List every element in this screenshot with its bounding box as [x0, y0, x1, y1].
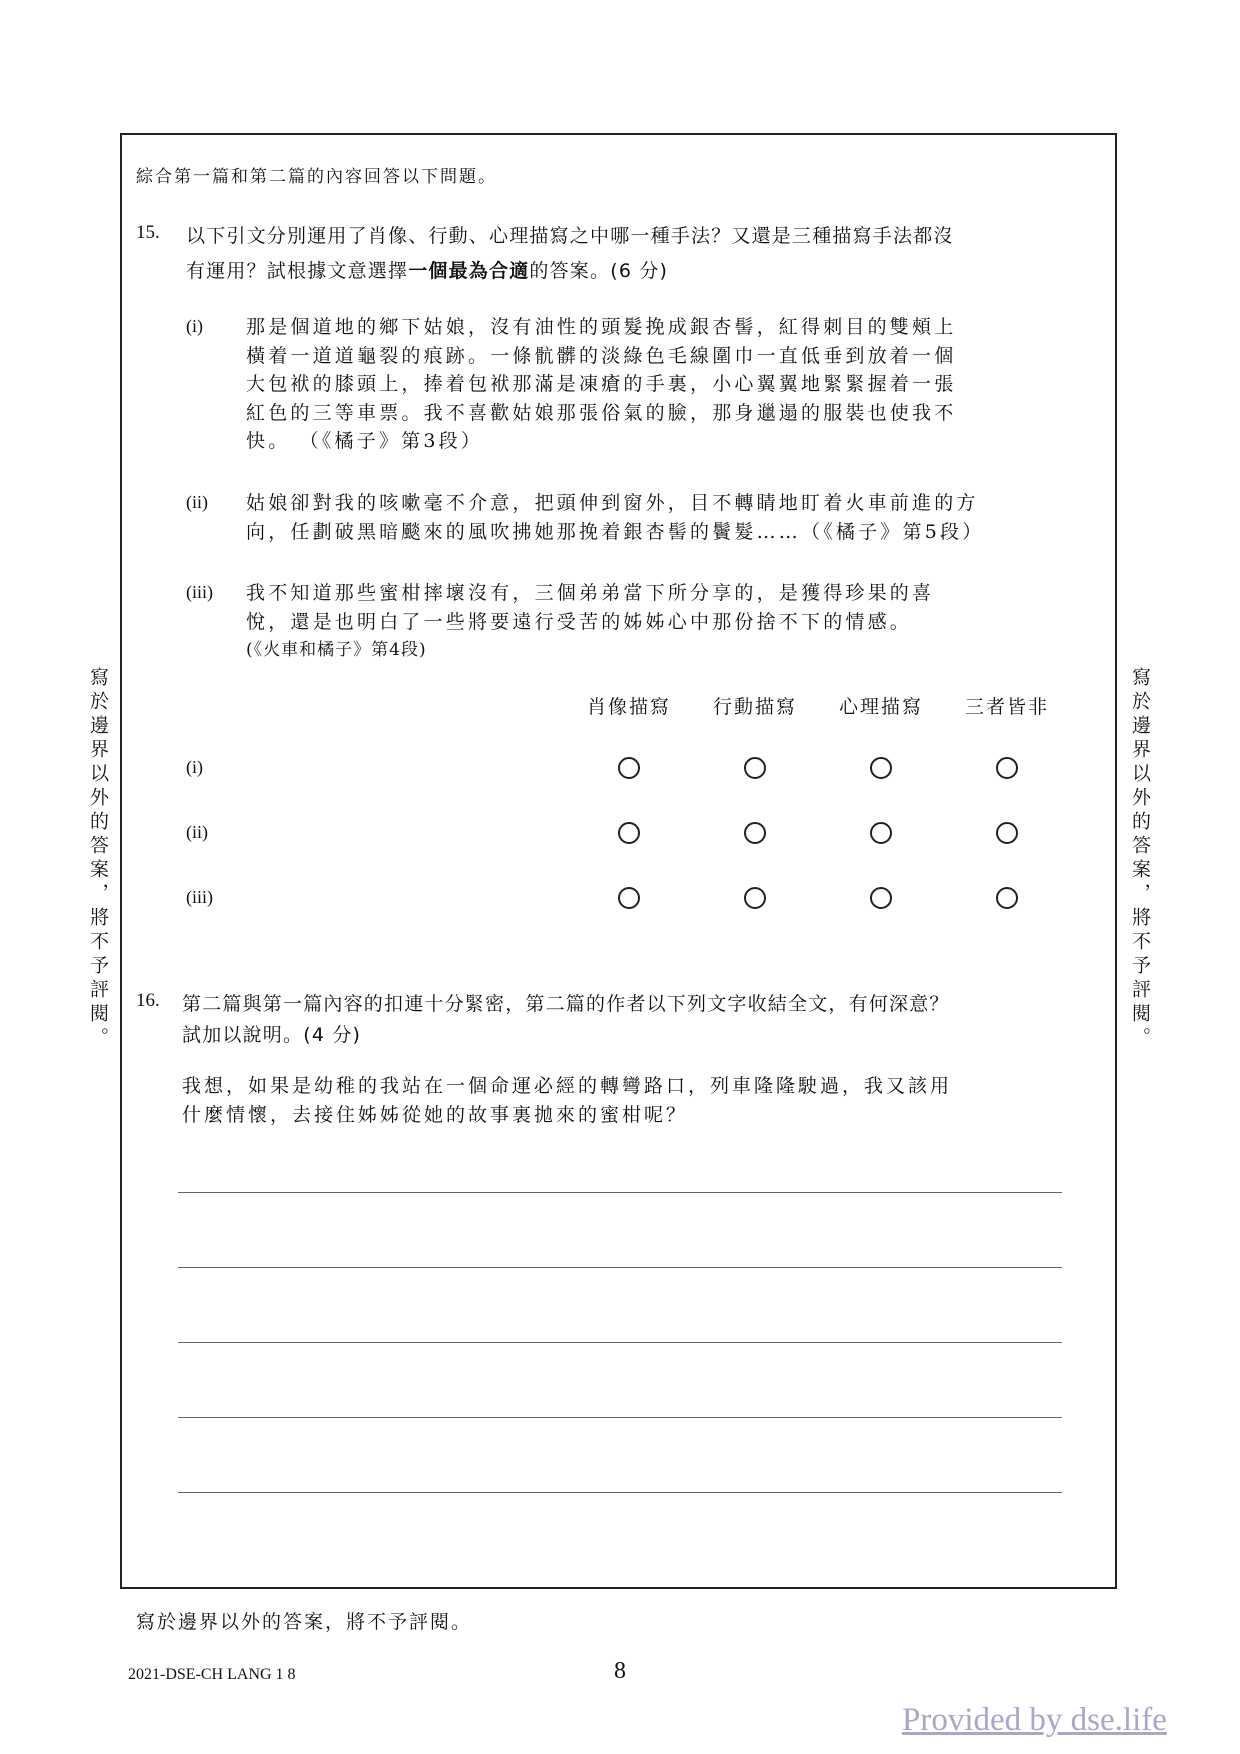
q15-line2-before: 有運用？試根據文意選擇 [186, 260, 409, 282]
option-circle-iii-action[interactable] [744, 887, 766, 909]
column-none: 三者皆非 [964, 696, 1049, 718]
excerpt-ii-text [246, 489, 984, 546]
excerpt-line: 向，任劃破黑暗颷來的風吹拂她那挽着銀杏髻的鬢髮……（《橘子》第5段） [246, 520, 985, 543]
option-circle-iii-none[interactable] [996, 887, 1018, 909]
q15-line1: 以下引文分別運用了肖像、行動、心理描寫之中哪一種手法？又還是三種描寫手法都沒 [186, 225, 954, 247]
q16-quote [182, 1072, 952, 1129]
answer-line[interactable] [178, 1342, 1062, 1343]
option-circle-ii-action[interactable] [744, 822, 766, 844]
column-action: 行動描寫 [712, 696, 797, 718]
answer-line[interactable] [178, 1417, 1062, 1418]
option-circle-i-portrait[interactable] [618, 757, 640, 779]
q15-line2 [186, 256, 668, 283]
bottom-notice: 寫於邊界以外的答案，將不予評閱。 [136, 1611, 473, 1633]
q15-line2-after: 的答案。(6 分) [529, 260, 669, 282]
excerpt-line: 橫着一道道龜裂的痕跡。一條骯髒的淡綠色毛線圍巾一直低垂到放着一個 [246, 344, 957, 367]
q15-emphasis: 一個最為合適 [408, 260, 530, 282]
option-circle-i-action[interactable] [744, 757, 766, 779]
option-circle-i-psychology[interactable] [870, 757, 892, 779]
row-label-iii: (iii) [186, 887, 213, 907]
excerpt-iii-label: (iii) [186, 582, 213, 602]
q16-line2: 試加以說明。(4 分) [182, 1024, 362, 1046]
excerpt-line: 悅，還是也明白了一些將要遠行受苦的姊姊心中那份捨不下的情感。 [246, 610, 913, 633]
row-label-i: (i) [186, 757, 203, 777]
page-number: 8 [614, 1658, 626, 1684]
paper-code: 2021-DSE-CH LANG 1 8 [128, 1666, 296, 1683]
answer-line[interactable] [178, 1267, 1062, 1268]
column-portrait: 肖像描寫 [586, 696, 671, 718]
column-psychology: 心理描寫 [838, 696, 923, 718]
row-label-ii: (ii) [186, 822, 208, 842]
option-circle-iii-portrait[interactable] [618, 887, 640, 909]
quote-line: 我想，如果是幼稚的我站在一個命運必經的轉彎路口，列車隆隆駛過，我又該用 [182, 1075, 953, 1097]
q16-line1: 第二篇與第一篇內容的扣連十分緊密，第二篇的作者以下列文字收結全文，有何深意？ [182, 993, 950, 1015]
answer-line[interactable] [178, 1192, 1062, 1193]
provided-by: Provided by dse.life [902, 1702, 1167, 1738]
excerpt-ii-label: (ii) [186, 492, 208, 512]
option-circle-ii-none[interactable] [996, 822, 1018, 844]
q16-number: 16. [136, 990, 160, 1011]
option-circle-ii-psychology[interactable] [870, 822, 892, 844]
excerpt-line: 紅色的三等車票。我不喜歡姑娘那張俗氣的臉，那身邋遢的服裝也使我不 [246, 401, 957, 424]
answer-line[interactable] [178, 1492, 1062, 1493]
excerpt-source: (《火車和橘子》第4段) [246, 640, 427, 660]
option-circle-iii-psychology[interactable] [870, 887, 892, 909]
excerpt-i-text [246, 313, 956, 456]
excerpt-iii-text [246, 579, 934, 665]
q15-number: 15. [136, 222, 160, 243]
option-circle-i-none[interactable] [996, 757, 1018, 779]
section-intro: 綜合第一篇和第二篇的內容回答以下問題。 [136, 167, 497, 187]
excerpt-line: 快。 （《橘子》第3段） [246, 430, 484, 452]
excerpt-line: 我不知道那些蜜柑摔壞沒有，三個弟弟當下所分享的，是獲得珍果的喜 [246, 582, 935, 604]
excerpt-i-label: (i) [186, 316, 203, 336]
excerpt-line: 大包袱的膝頭上，捧着包袱那滿是凍瘡的手裏，小心翼翼地緊緊握着一張 [246, 373, 957, 395]
quote-line: 什麼情懷，去接住姊姊從她的故事裏拋來的蜜柑呢？ [182, 1103, 689, 1126]
option-circle-ii-portrait[interactable] [618, 822, 640, 844]
excerpt-line: 那是個道地的鄉下姑娘，沒有油性的頭髮挽成銀杏髻，紅得刺目的雙頰上 [246, 316, 957, 338]
right-margin-notice: 寫於邊界以外的答案，將不予評閱。 [1129, 667, 1151, 1051]
excerpt-line: 姑娘卻對我的咳嗽毫不介意，把頭伸到窗外，目不轉睛地盯着火車前進的方 [246, 492, 979, 514]
left-margin-notice: 寫於邊界以外的答案，將不予評閱。 [87, 667, 109, 1051]
